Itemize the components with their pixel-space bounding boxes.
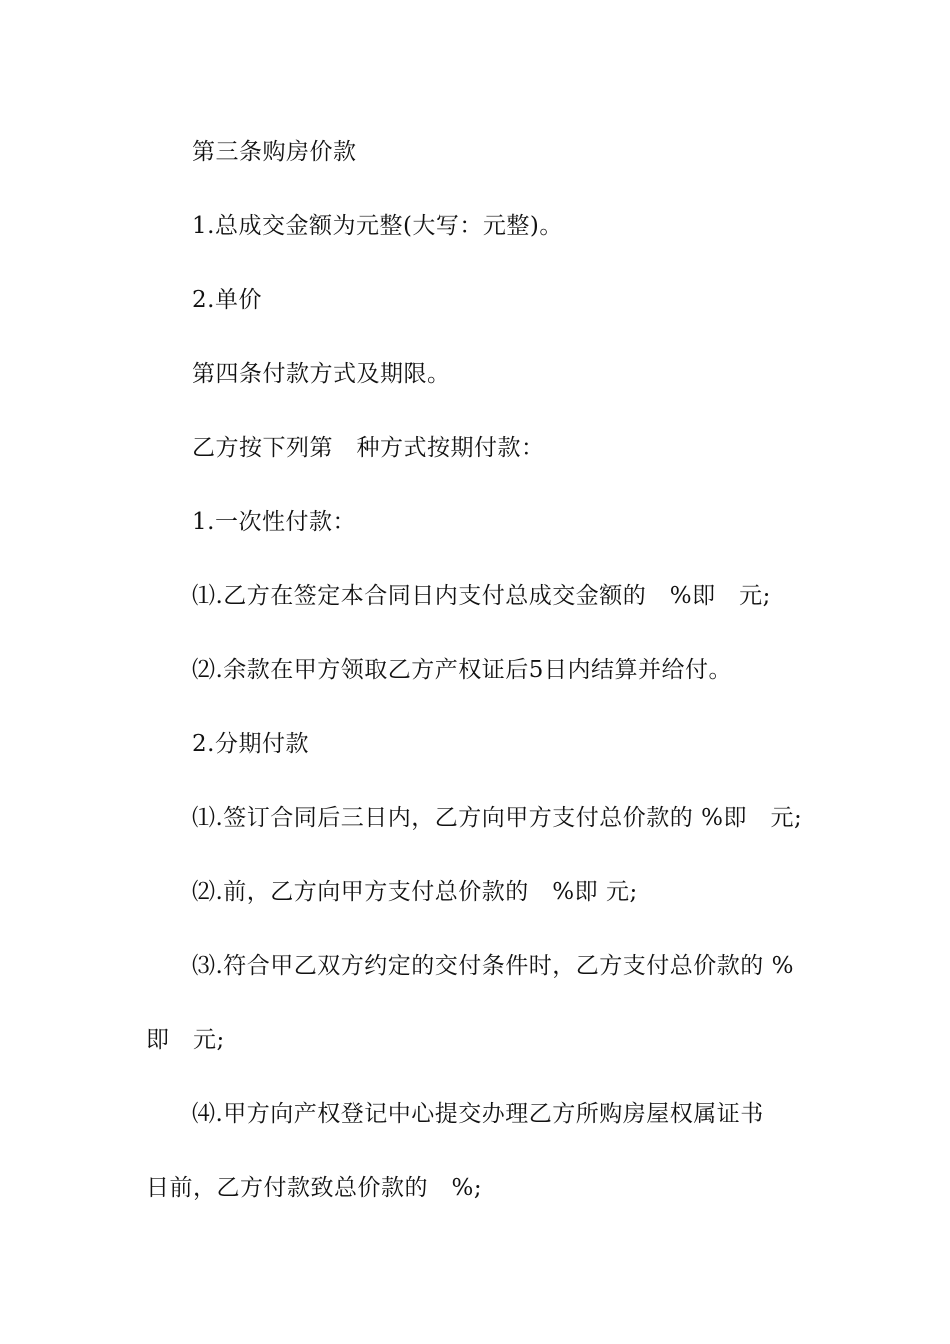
lump-sum-heading: 1.一次性付款：	[192, 509, 356, 535]
lump-sum-item-1: ⑴.乙方在签定本合同日内支付总成交金额的 %即 元;	[192, 583, 771, 609]
installment-item-2: ⑵.前，乙方向甲方支付总价款的 %即 元;	[192, 879, 638, 905]
unit-price-clause: 2.单价	[192, 287, 262, 313]
installment-item-1: ⑴.签订合同后三日内，乙方向甲方支付总价款的 %即 元;	[192, 805, 803, 831]
total-amount-clause: 1.总成交金额为元整(大写：元整)。	[192, 213, 563, 239]
payment-method-intro: 乙方按下列第 种方式按期付款：	[192, 435, 545, 461]
lump-sum-item-2: ⑵.余款在甲方领取乙方产权证后5日内结算并给付。	[192, 657, 732, 683]
article-3-heading: 第三条购房价款	[192, 139, 357, 165]
installment-heading: 2.分期付款	[192, 731, 309, 757]
installment-item-3-continued: 即 元;	[146, 1027, 225, 1053]
installment-item-3: ⑶.符合甲乙双方约定的交付条件时，乙方支付总价款的 %	[192, 953, 794, 979]
article-4-heading: 第四条付款方式及期限。	[192, 361, 451, 387]
installment-item-4-continued: 日前，乙方付款致总价款的 %;	[146, 1175, 483, 1201]
installment-item-4: ⑷.甲方向产权登记中心提交办理乙方所购房屋权属证书	[192, 1101, 764, 1127]
